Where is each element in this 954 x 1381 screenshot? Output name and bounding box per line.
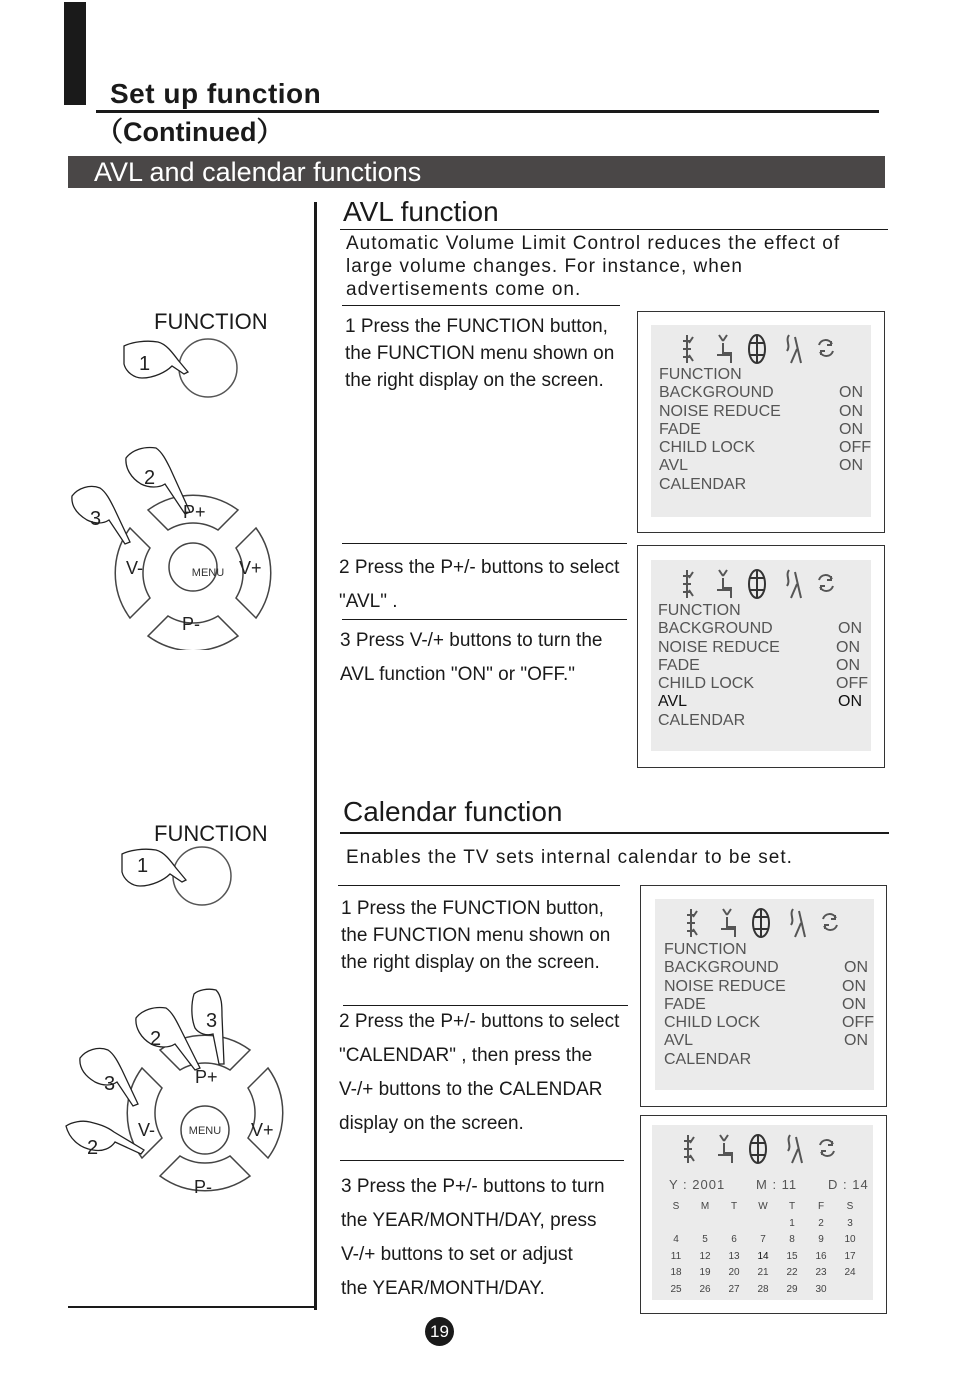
picture-icon [684,1135,694,1163]
antenna-icon [791,909,805,937]
menu-item-calendar[interactable]: CALENDAR [664,1050,752,1068]
function-menu-screen-1 [637,311,885,533]
calendar-day[interactable]: D : 14 [828,1177,869,1192]
function-button[interactable] [179,339,237,397]
bottom-rule [68,1306,316,1308]
page-number: 19 [425,1317,454,1346]
function-button-label: FUNCTION [154,309,268,334]
p-plus-label: P+ [195,1067,218,1087]
menu-item-calendar[interactable]: CALENDAR [659,475,747,493]
p-minus-label: P- [194,1177,212,1197]
v-plus-label: V+ [239,558,262,578]
menu-item-child-lock[interactable]: CHILD LOCK OFF [664,1014,874,1032]
menu-item-noise-reduce[interactable]: NOISE REDUCE ON [664,977,866,995]
calendar-month[interactable]: M : 11 [756,1177,798,1192]
callout-2: 2 [150,1028,162,1050]
page-subtitle: （Continued） [96,117,284,147]
menu-item-noise-reduce[interactable]: NOISE REDUCE ON [659,402,863,420]
refresh-icon [819,340,833,356]
menu-item-avl[interactable]: AVL ON [664,1032,868,1050]
calendar-remote-diagram [60,840,310,1210]
sound-icon [718,1135,732,1163]
globe-icon [753,909,769,937]
calendar-step-1: 1 Press the FUNCTION button, the FUNCTION menu shown on the right display on the screen. [341,898,611,973]
function-menu: FUNCTION BACKGROUND ON NOISE REDUCE ON FADE ON CHILD LOCK OFF AVL ON CALENDAR [659,366,871,493]
callout-3: 3 [90,508,102,530]
tv-screen: Y : 2001 M : 11 D : 14 S M T W T F S 1 2 3 4 5 6 7 8 9 10 11 12 13 14 15 16 17 18 19 20 21 22 23 24 25 26 27 28 29 30 [652,1125,873,1300]
section-title: AVL and calendar functions [94,157,422,187]
hand-pointer-icon [122,849,186,886]
menu-label: MENU [188,1125,222,1137]
tv-screen [651,325,871,517]
avl-desc-rule [342,305,620,306]
sound-icon [717,570,731,598]
menu-icons-row [681,331,846,367]
avl-description: Automatic Volume Limit Control reduces the effect of large volume changes. For instance, when advertisements come on. [346,233,841,300]
tv-screen [655,899,874,1090]
calendar-step-3: 3 Press the P+/- buttons to turn the YEAR/MONTH/DAY, press V-/+ buttons to set or adjust the YEAR/MONTH/DAY. [341,1176,605,1299]
picture-icon [683,335,693,363]
picture-icon [683,570,693,598]
v-plus-label: V+ [251,1120,274,1140]
menu-item-background[interactable]: BACKGROUND ON [664,959,868,977]
picture-icon [687,909,697,937]
dpad [127,1035,283,1191]
p-plus-label: P+ [183,502,206,522]
antenna-icon [788,1135,802,1163]
menu-icons-row [681,566,846,602]
column-divider [314,202,317,1310]
menu-item-background[interactable]: BACKGROUND ON [659,384,863,402]
callout-3: 3 [104,1073,116,1095]
callout-1: 1 [139,353,151,375]
hand-pointer-icon [124,341,188,378]
menu-item-background[interactable]: BACKGROUND ON [658,620,862,638]
refresh-icon [823,914,837,930]
globe-icon [749,570,765,598]
menu-item-calendar[interactable]: CALENDAR [658,711,746,729]
v-plus-button[interactable] [248,1068,283,1158]
globe-icon [750,1135,766,1163]
menu-item-noise-reduce[interactable]: NOISE REDUCE ON [658,638,860,656]
calendar-screen [640,1115,887,1314]
function-menu: FUNCTION BACKGROUND ON NOISE REDUCE ON FADE ON CHILD LOCK OFF AVL ON CALENDAR [664,941,874,1068]
menu-icons-row [682,1131,847,1167]
header-bar [64,2,86,105]
callout-3: 3 [206,1010,218,1032]
menu-item-fade[interactable]: FADE ON [659,420,863,438]
callout-1: 1 [137,855,149,877]
calendar-title-rule [340,832,889,834]
avl-remote-diagram [60,330,310,650]
page-title: Set up function [110,78,322,109]
antenna-icon [787,335,801,363]
function-menu: FUNCTION BACKGROUND ON NOISE REDUCE ON FADE ON CHILD LOCK OFF AVL ON CALENDAR [658,602,868,729]
function-menu-screen-2 [637,545,885,768]
section-band [68,156,885,188]
callout-2: 2 [87,1137,99,1159]
tv-screen [651,560,871,751]
calendar-year[interactable]: Y : 2001 [669,1177,726,1192]
menu-item-fade[interactable]: FADE ON [658,656,860,674]
refresh-icon [820,1140,834,1156]
menu-item-avl-selected[interactable]: AVL ON [658,693,862,711]
menu-icons-row [685,905,850,941]
calendar-title: Calendar function [343,796,563,827]
calendar-step-2: 2 Press the P+/- buttons to select "CALENDAR" , then press the V-/+ buttons to the CALENDAR display on the screen. [339,1011,620,1134]
avl-step-3: 3 Press V-/+ buttons to turn the AVL function "ON" or "OFF." [340,630,603,685]
menu-item-avl[interactable]: AVL ON [659,457,863,475]
avl-step-rule-1 [342,543,627,544]
menu-item-fade[interactable]: FADE ON [664,995,866,1013]
menu-item-child-lock[interactable]: CHILD LOCK OFF [659,439,871,457]
avl-title-rule [340,229,888,230]
refresh-icon [819,575,833,591]
function-menu-screen-3 [640,885,887,1107]
avl-step-rule-2 [342,619,627,620]
avl-title: AVL function [343,196,499,227]
calendar-description: Enables the TV sets internal calendar to be set. [346,847,793,868]
calendar-step-rule-2 [340,1160,624,1161]
callout-2: 2 [144,467,156,489]
calendar-desc-rule [338,885,620,886]
function-button-label: FUNCTION [154,821,268,846]
p-minus-label: P- [182,614,200,634]
menu-item-child-lock[interactable]: CHILD LOCK OFF [658,675,868,693]
selected-day: 14 [757,1250,769,1262]
v-minus-label: V- [138,1120,156,1140]
globe-icon [749,335,765,363]
sound-icon [717,335,731,363]
avl-step-1: 1 Press the FUNCTION button, the FUNCTION menu shown on the right display on the screen. [345,316,615,391]
sound-icon [721,909,735,937]
antenna-icon [787,570,801,598]
avl-step-2: 2 Press the P+/- buttons to select "AVL" . [339,557,620,612]
v-minus-label: V- [126,558,144,578]
menu-label: MENU [191,567,225,579]
